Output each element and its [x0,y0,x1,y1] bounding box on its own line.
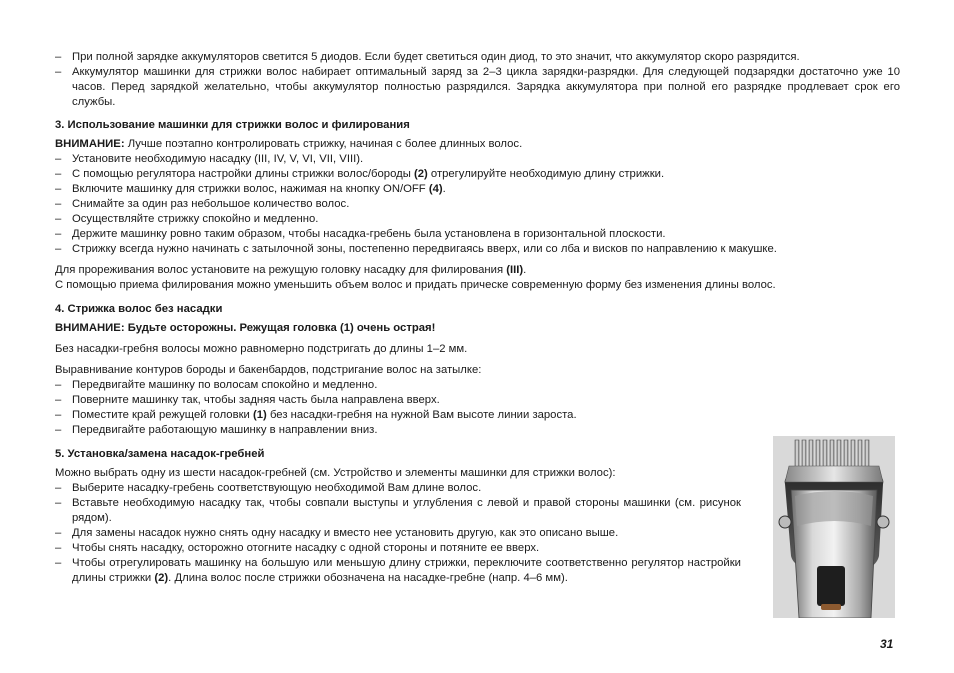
item-text: отрегулируйте необходимую длину стрижки. [430,168,665,180]
para-text: . [523,264,527,276]
list-item [55,556,741,586]
list-item: – Передвигайте работающую машинку в направлении вниз. [55,423,900,438]
list-item: – Аккумулятор машинки для стрижки волос набирает оптимальный заряд за 2–3 цикла зарядки-разрядки. Для следующей подзарядки достаточно уже 10 часов. Перед зарядкой желательно, чтобы аккумулятор полностью разрядился. Зарядка аккумулятора при полной его разрядке продлевает срок его службы. [55,65,900,110]
page-number: 31 [880,637,894,651]
section-4-heading: 4. Стрижка волос без насадки [55,303,223,315]
list-item: – Установите необходимую насадку (III, IV, V, VI, VII, VIII). [55,152,900,167]
list-item: – Осуществляйте стрижку спокойно и медленно. [55,212,900,227]
section-4-warning: ВНИМАНИЕ: Будьте осторожны. Режущая головка (1) очень острая! [55,322,436,334]
section-3-heading: 3. Использование машинки для стрижки волос и филирования [55,119,410,131]
hair-clipper-illustration [773,436,895,618]
item-text: . Длина волос после стрижки обозначена на насадке-гребне (напр. 4–6 мм). [168,572,568,584]
list-item: – Стрижку всегда нужно начинать с затылочной зоны, постепенно передвигаясь вверх, или со лба и висков по направлению к макушке. [55,242,900,257]
list-item: – Чтобы снять насадку, осторожно отогните насадку с одной стороны и потяните ее вверх. [55,541,741,556]
warning-label: ВНИМАНИЕ: [55,138,125,150]
list-item: – Выберите насадку-гребень соответствующую необходимой Вам длине волос. [55,481,741,496]
thinning-paragraph-2: С помощью приема филирования можно уменьшить объем волос и придать прическе современную форму без изменения длины волос. [55,279,776,291]
section-5-heading: 5. Установка/замена насадок-гребней [55,448,265,460]
list-item: – Снимайте за один раз небольшое количество волос. [55,197,900,212]
list-item: – При полной зарядке аккумуляторов светится 5 диодов. Если будет светиться один диод, то это значит, что аккумулятор скоро разрядится. [55,50,900,65]
list-item [55,167,900,182]
item-text: . [442,183,446,195]
list-item: – Вставьте необходимую насадку так, чтобы совпали выступы и углубления с левой и правой стороны машинки (см. рисунок рядом). [55,496,741,526]
list-item: – Держите машинку ровно таким образом, чтобы насадка-гребень была установлена в горизонтальной плоскости. [55,227,900,242]
item-ref: (2) [413,168,428,180]
item-text: Чтобы отрегулировать машинку на большую или меньшую длину стрижки, переключите соответственно регулятор настройки длины стрижки [72,557,741,584]
item-text: Включите машинку для стрижки волос, нажимая на кнопку ON/OFF [72,183,426,195]
para-ref: (III) [506,264,524,276]
item-text: С помощью регулятора настройки длины стрижки волос/бороды [72,168,411,180]
item-ref: (2) [154,572,169,584]
list-item: – Поверните машинку так, чтобы задняя часть была направлена вверх. [55,393,900,408]
section-3-warning [55,137,900,152]
section-4-paragraph: Выравнивание контуров бороды и бакенбардов, подстригание волос на затылке: [55,364,482,376]
item-text: без насадки-гребня на нужной Вам высоте линии зароста. [269,409,577,421]
section-4-paragraph: Без насадки-гребня волосы можно равномерно подстригать до длины 1–2 мм. [55,343,468,355]
item-text: Поместите край режущей головки [72,409,250,421]
section-5-body [55,466,741,586]
list-item: – Для замены насадок нужно снять одну насадку и вместо нее установить другую, как это описано выше. [55,526,741,541]
item-ref: (1) [252,409,267,421]
section-5-paragraph: Можно выбрать одну из шести насадок-гребней (см. Устройство и элементы машинки для стрижки волос): [55,467,616,479]
item-ref: (4) [428,183,443,195]
thinning-paragraph-1 [55,263,900,278]
list-item [55,408,900,423]
warning-text: Лучше поэтапно контролировать стрижку, начиная с более длинных волос. [127,138,523,150]
para-text: Для прореживания волос установите на режущую головку насадку для филирования [55,264,504,276]
list-item: – Передвигайте машинку по волосам спокойно и медленно. [55,378,900,393]
list-item [55,182,900,197]
